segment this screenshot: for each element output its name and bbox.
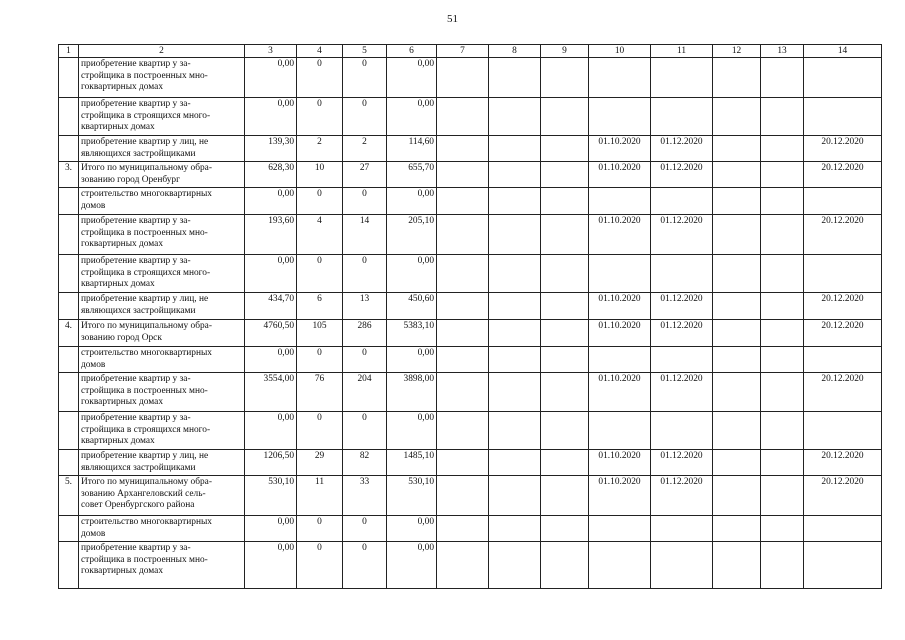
cell-count: 76 [297, 373, 343, 412]
cell-date [651, 98, 713, 136]
row-number: 5. [59, 476, 79, 516]
cell-date [804, 98, 882, 136]
cell-date: 20.12.2020 [804, 373, 882, 412]
column-header: 7 [437, 45, 489, 58]
cell-amount: 0,00 [387, 516, 437, 542]
cell-empty [713, 516, 761, 542]
row-description: приобретение квартир у за- стройщика в построенных мно- гоквартирных домах [79, 542, 245, 589]
header-row [59, 45, 882, 58]
cell-amount: 655,70 [387, 162, 437, 188]
row-description: приобретение квартир у за- стройщика в построенных мно- гоквартирных домах [79, 373, 245, 412]
cell-empty [489, 293, 541, 320]
table-row [59, 476, 882, 516]
cell-empty [489, 347, 541, 373]
cell-count: 0 [343, 412, 387, 450]
row-description: приобретение квартир у за- стройщика в построенных мно- гоквартирных домах [79, 215, 245, 255]
cell-empty [713, 136, 761, 162]
cell-amount: 3554,00 [245, 373, 297, 412]
cell-empty [761, 412, 804, 450]
cell-count: 4 [297, 215, 343, 255]
cell-date [651, 188, 713, 215]
cell-date: 01.10.2020 [589, 162, 651, 188]
cell-date [589, 412, 651, 450]
cell-date [589, 188, 651, 215]
cell-empty [437, 215, 489, 255]
table-row [59, 255, 882, 293]
column-header: 4 [297, 45, 343, 58]
cell-empty [761, 450, 804, 476]
table-row [59, 450, 882, 476]
cell-empty [713, 320, 761, 347]
row-description: приобретение квартир у за- стройщика в строящихся много- квартирных домах [79, 98, 245, 136]
cell-empty [541, 542, 589, 589]
cell-empty [713, 412, 761, 450]
cell-date: 01.10.2020 [589, 476, 651, 516]
cell-empty [541, 347, 589, 373]
row-description: приобретение квартир у лиц, не являющихся застройщиками [79, 450, 245, 476]
table-row [59, 320, 882, 347]
cell-empty [489, 98, 541, 136]
cell-empty [489, 255, 541, 293]
cell-amount: 0,00 [245, 412, 297, 450]
data-table [58, 44, 882, 589]
cell-amount: 530,10 [245, 476, 297, 516]
cell-amount: 4760,50 [245, 320, 297, 347]
cell-empty [437, 373, 489, 412]
cell-empty [713, 373, 761, 412]
cell-count: 2 [297, 136, 343, 162]
cell-count: 0 [297, 255, 343, 293]
table-row [59, 215, 882, 255]
cell-empty [761, 320, 804, 347]
cell-empty [761, 293, 804, 320]
cell-count: 82 [343, 450, 387, 476]
row-number [59, 450, 79, 476]
column-header: 14 [804, 45, 882, 58]
cell-amount: 434,70 [245, 293, 297, 320]
cell-date: 20.12.2020 [804, 450, 882, 476]
cell-empty [713, 162, 761, 188]
row-number [59, 136, 79, 162]
row-description: приобретение квартир у за- стройщика в построенных мно- гоквартирных домах [79, 58, 245, 98]
cell-count: 0 [297, 516, 343, 542]
cell-count: 0 [297, 347, 343, 373]
cell-empty [437, 516, 489, 542]
table-row [59, 188, 882, 215]
cell-amount: 0,00 [245, 347, 297, 373]
cell-amount: 193,60 [245, 215, 297, 255]
cell-empty [541, 255, 589, 293]
cell-count: 2 [343, 136, 387, 162]
column-header: 8 [489, 45, 541, 58]
cell-empty [541, 188, 589, 215]
table-row [59, 542, 882, 589]
cell-date [651, 542, 713, 589]
cell-empty [713, 347, 761, 373]
cell-empty [541, 215, 589, 255]
table-row [59, 136, 882, 162]
cell-count: 10 [297, 162, 343, 188]
column-header: 5 [343, 45, 387, 58]
cell-count: 0 [297, 58, 343, 98]
cell-count: 29 [297, 450, 343, 476]
cell-amount: 0,00 [245, 542, 297, 589]
page-number: 51 [447, 13, 458, 25]
cell-date [651, 412, 713, 450]
cell-date: 20.12.2020 [804, 162, 882, 188]
cell-date: 01.12.2020 [651, 215, 713, 255]
cell-date [589, 98, 651, 136]
cell-count: 27 [343, 162, 387, 188]
cell-empty [489, 188, 541, 215]
cell-empty [761, 476, 804, 516]
cell-date: 01.10.2020 [589, 136, 651, 162]
column-header: 13 [761, 45, 804, 58]
cell-empty [489, 412, 541, 450]
cell-empty [713, 188, 761, 215]
column-header: 6 [387, 45, 437, 58]
cell-amount: 530,10 [387, 476, 437, 516]
cell-empty [489, 476, 541, 516]
cell-empty [489, 516, 541, 542]
cell-empty [713, 255, 761, 293]
cell-amount: 0,00 [387, 347, 437, 373]
row-number [59, 373, 79, 412]
table-row [59, 98, 882, 136]
cell-empty [761, 373, 804, 412]
cell-empty [437, 542, 489, 589]
cell-date [804, 516, 882, 542]
cell-empty [761, 188, 804, 215]
row-description: приобретение квартир у лиц, не являющихся застройщиками [79, 136, 245, 162]
cell-count: 13 [343, 293, 387, 320]
cell-empty [437, 412, 489, 450]
cell-date [651, 516, 713, 542]
cell-empty [489, 136, 541, 162]
cell-date [804, 188, 882, 215]
cell-date: 01.10.2020 [589, 215, 651, 255]
row-description: приобретение квартир у за- стройщика в строящихся много- квартирных домах [79, 412, 245, 450]
cell-empty [541, 162, 589, 188]
cell-empty [489, 450, 541, 476]
cell-date [589, 516, 651, 542]
cell-amount: 0,00 [387, 98, 437, 136]
cell-empty [541, 320, 589, 347]
cell-count: 0 [343, 255, 387, 293]
cell-count: 11 [297, 476, 343, 516]
cell-empty [437, 136, 489, 162]
cell-empty [761, 255, 804, 293]
cell-date [589, 347, 651, 373]
cell-empty [541, 450, 589, 476]
cell-amount: 0,00 [245, 98, 297, 136]
cell-amount: 5383,10 [387, 320, 437, 347]
cell-amount: 0,00 [387, 58, 437, 98]
cell-count: 0 [297, 188, 343, 215]
cell-count: 0 [343, 542, 387, 589]
cell-count: 0 [343, 188, 387, 215]
cell-empty [437, 293, 489, 320]
column-header: 10 [589, 45, 651, 58]
cell-empty [489, 320, 541, 347]
cell-amount: 1485,10 [387, 450, 437, 476]
cell-empty [761, 58, 804, 98]
column-header: 1 [59, 45, 79, 58]
cell-amount: 0,00 [245, 516, 297, 542]
row-number [59, 293, 79, 320]
table-row [59, 373, 882, 412]
cell-date: 20.12.2020 [804, 215, 882, 255]
cell-amount: 450,60 [387, 293, 437, 320]
cell-count: 0 [343, 347, 387, 373]
cell-empty [437, 347, 489, 373]
column-header: 12 [713, 45, 761, 58]
cell-empty [541, 412, 589, 450]
cell-empty [761, 162, 804, 188]
cell-empty [541, 516, 589, 542]
row-number [59, 516, 79, 542]
cell-empty [489, 373, 541, 412]
cell-empty [761, 215, 804, 255]
cell-empty [713, 450, 761, 476]
cell-count: 204 [343, 373, 387, 412]
cell-date: 01.12.2020 [651, 476, 713, 516]
cell-date: 20.12.2020 [804, 476, 882, 516]
cell-empty [541, 58, 589, 98]
cell-count: 0 [297, 542, 343, 589]
row-number: 4. [59, 320, 79, 347]
cell-date: 01.12.2020 [651, 293, 713, 320]
cell-empty [541, 476, 589, 516]
cell-amount: 0,00 [387, 255, 437, 293]
row-description: строительство многоквартирных домов [79, 347, 245, 373]
cell-empty [713, 293, 761, 320]
cell-empty [541, 98, 589, 136]
cell-date: 01.10.2020 [589, 293, 651, 320]
column-header: 3 [245, 45, 297, 58]
cell-count: 0 [343, 98, 387, 136]
cell-empty [713, 215, 761, 255]
row-number [59, 255, 79, 293]
cell-count: 0 [297, 98, 343, 136]
cell-empty [437, 162, 489, 188]
cell-date: 20.12.2020 [804, 320, 882, 347]
cell-date: 01.12.2020 [651, 320, 713, 347]
cell-empty [489, 58, 541, 98]
column-header: 9 [541, 45, 589, 58]
cell-count: 286 [343, 320, 387, 347]
cell-date: 01.10.2020 [589, 373, 651, 412]
table-row [59, 293, 882, 320]
cell-empty [761, 98, 804, 136]
cell-amount: 114,60 [387, 136, 437, 162]
cell-empty [541, 373, 589, 412]
cell-empty [713, 58, 761, 98]
cell-empty [437, 98, 489, 136]
cell-date [804, 412, 882, 450]
row-description: Итого по муниципальному обра- зованию Архангеловский сель- совет Оренбургского района [79, 476, 245, 516]
cell-amount: 139,30 [245, 136, 297, 162]
cell-amount: 0,00 [245, 58, 297, 98]
cell-empty [489, 215, 541, 255]
cell-empty [437, 450, 489, 476]
cell-amount: 205,10 [387, 215, 437, 255]
cell-date [589, 58, 651, 98]
row-description: строительство многоквартирных домов [79, 188, 245, 215]
row-number [59, 412, 79, 450]
cell-count: 14 [343, 215, 387, 255]
cell-empty [437, 58, 489, 98]
cell-amount: 1206,50 [245, 450, 297, 476]
cell-empty [437, 320, 489, 347]
row-number: 3. [59, 162, 79, 188]
row-number [59, 188, 79, 215]
row-description: строительство многоквартирных домов [79, 516, 245, 542]
table-row [59, 162, 882, 188]
cell-empty [713, 98, 761, 136]
cell-empty [713, 476, 761, 516]
cell-count: 0 [297, 412, 343, 450]
row-description: приобретение квартир у лиц, не являющихся застройщиками [79, 293, 245, 320]
row-number [59, 215, 79, 255]
column-header: 2 [79, 45, 245, 58]
cell-date [651, 347, 713, 373]
cell-empty [437, 255, 489, 293]
cell-date: 01.10.2020 [589, 450, 651, 476]
cell-date: 20.12.2020 [804, 136, 882, 162]
table-row [59, 347, 882, 373]
cell-count: 33 [343, 476, 387, 516]
row-description: приобретение квартир у за- стройщика в строящихся много- квартирных домах [79, 255, 245, 293]
cell-date [589, 255, 651, 293]
table-row [59, 516, 882, 542]
cell-empty [489, 542, 541, 589]
cell-count: 6 [297, 293, 343, 320]
cell-date: 01.12.2020 [651, 162, 713, 188]
cell-empty [541, 293, 589, 320]
cell-date: 01.10.2020 [589, 320, 651, 347]
cell-empty [541, 136, 589, 162]
row-number [59, 347, 79, 373]
cell-empty [761, 542, 804, 589]
row-description: Итого по муниципальному обра- зованию город Оренбург [79, 162, 245, 188]
cell-date [804, 542, 882, 589]
cell-amount: 0,00 [245, 188, 297, 215]
row-number [59, 58, 79, 98]
cell-amount: 0,00 [245, 255, 297, 293]
cell-amount: 628,30 [245, 162, 297, 188]
cell-count: 0 [343, 58, 387, 98]
cell-date [651, 58, 713, 98]
row-number [59, 98, 79, 136]
cell-amount: 0,00 [387, 542, 437, 589]
cell-date [804, 347, 882, 373]
cell-empty [437, 476, 489, 516]
cell-date: 01.12.2020 [651, 373, 713, 412]
cell-empty [713, 542, 761, 589]
cell-date [804, 255, 882, 293]
cell-count: 105 [297, 320, 343, 347]
column-header: 11 [651, 45, 713, 58]
cell-count: 0 [343, 516, 387, 542]
cell-empty [761, 347, 804, 373]
cell-date [589, 542, 651, 589]
table-row [59, 412, 882, 450]
row-description: Итого по муниципальному обра- зованию город Орск [79, 320, 245, 347]
cell-date: 01.12.2020 [651, 136, 713, 162]
cell-date: 20.12.2020 [804, 293, 882, 320]
cell-amount: 3898,00 [387, 373, 437, 412]
row-number [59, 542, 79, 589]
cell-empty [489, 162, 541, 188]
cell-amount: 0,00 [387, 412, 437, 450]
cell-date: 01.12.2020 [651, 450, 713, 476]
table-row [59, 58, 882, 98]
cell-empty [761, 136, 804, 162]
cell-empty [761, 516, 804, 542]
cell-amount: 0,00 [387, 188, 437, 215]
cell-date [804, 58, 882, 98]
cell-empty [437, 188, 489, 215]
cell-date [651, 255, 713, 293]
